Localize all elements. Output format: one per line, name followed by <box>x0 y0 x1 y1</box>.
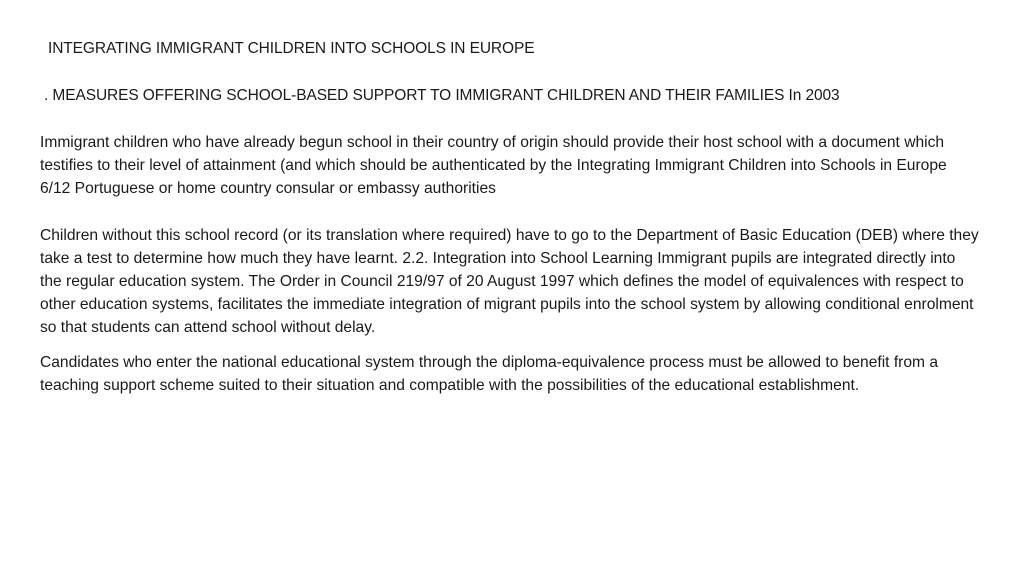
slide-title: INTEGRATING IMMIGRANT CHILDREN INTO SCHOOLS IN EUROPE <box>48 40 535 57</box>
slide-subtitle: . MEASURES OFFERING SCHOOL-BASED SUPPORT TO IMMIGRANT CHILDREN AND THEIR FAMILIES In 2003 <box>44 87 840 104</box>
paragraph-school-record-integration: Children without this school record (or its translation where required) have to go to the Department of Basic Education (DEB) where they take a test to determine how much they have learnt. 2.2. Integration into School Learning Immigrant pupils are integrated directly into the regular education system. The Order in Council 219/97 of 20 August 1997 which defines the model of equivalences with respect to other education systems, facilitates the immediate integration of migrant pupils into the school system by allowing conditional enrolment so that students can attend school without delay. <box>40 226 979 337</box>
paragraph-diploma-equivalence: Candidates who enter the national educational system through the diploma-equivalence process must be allowed to benefit from a teaching support scheme suited to their situation and compatible with the possibilities of the educational establishment. <box>40 353 939 394</box>
body-text <box>40 131 980 397</box>
paragraph-host-school-document: Immigrant children who have already begun school in their country of origin should provide their host school with a document which testifies to their level of attainment (and which should be authenticated by the Integrating Immigrant Children into Schools in Europe 6/12 Portuguese or home country consular or embassy authorities <box>40 134 947 198</box>
